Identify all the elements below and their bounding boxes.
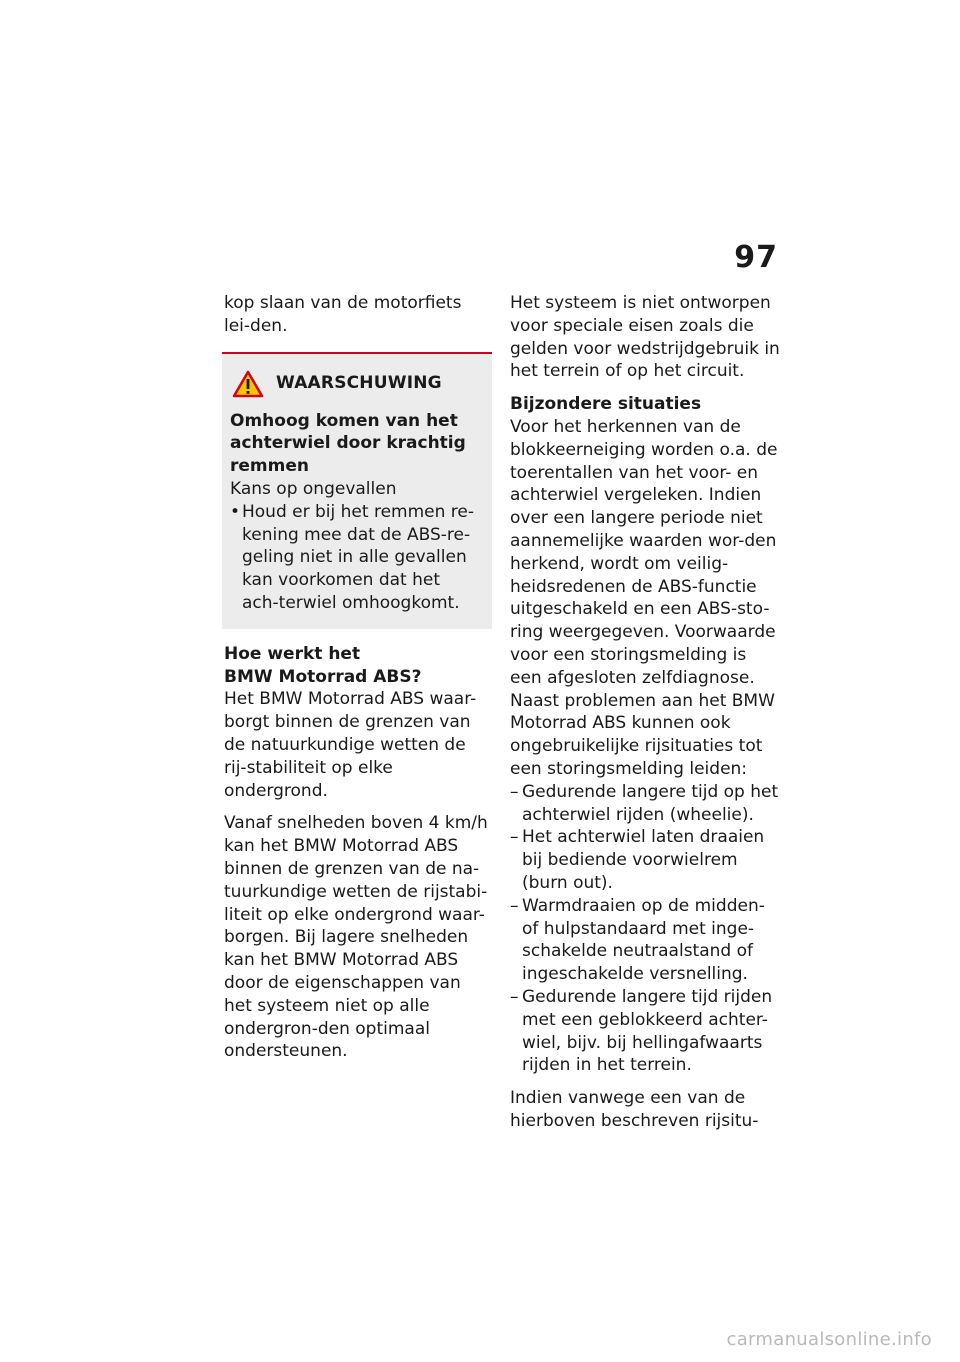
detection-paragraph: Voor het herkennen van de blokkeerneiging worden o.a. de toerentallen van het voor- en achterwiel vergeleken. Indien over een langere periode niet aannemelijke waarden wor-den herkend, wordt om veilig-heidsredenen de ABS-functie uitgeschakeld en een ABS-sto-ring weergegeven. Voorwaarde voor een storingsmelding is een afgesloten zelfdiagnose. [510, 416, 778, 688]
special-situations-heading: Bijzondere situaties [510, 394, 702, 415]
warning-consequence: Kans op ongevallen [230, 478, 397, 499]
watermark: carmanualsonline.info [726, 1329, 932, 1350]
intro-text: kop slaan van de motorfiets lei-den. [224, 293, 462, 336]
situation-item: – Warmdraaien op de midden- of hulpstandaard met inge-schakelde neutraalstand of ingeschakelde versnelling. [510, 895, 782, 986]
closing-paragraph: Indien vanwege een van de hierboven beschreven rijsitu- [510, 1088, 759, 1131]
problems-paragraph: Naast problemen aan het BMW Motorrad ABS kunnen ook ongebruikelijke rijsituaties tot een storingsmelding leiden: [510, 690, 775, 779]
warning-title: WAARSCHUWING [276, 373, 442, 394]
right-column [510, 292, 782, 1133]
warning-bullet-list [230, 501, 482, 615]
section-heading-line1: Hoe werkt het [224, 643, 361, 664]
left-column [224, 292, 492, 1063]
abs-paragraph-2: Vanaf snelheden boven 4 km/h kan het BMW Motorrad ABS binnen de grenzen van de na-tuurkundige wetten de rijstabi-liteit op elke ondergrond waar-borgen. Bij lagere snelheden kan het BMW Motorrad ABS door de eigenschappen van het systeem niet op alle ondergron-den optimaal ondersteunen. [224, 813, 488, 1062]
warning-heading: Omhoog komen van het achterwiel door krachtig remmen [230, 410, 466, 477]
abs-paragraph-1: Het BMW Motorrad ABS waar-borgt binnen de grenzen van de natuurkundige wetten de rij-stabiliteit op elke ondergrond. [224, 689, 477, 801]
warning-box [222, 352, 492, 629]
situation-item: – Het achterwiel laten draaien bij bediende voorwielrem (burn out). [510, 826, 782, 894]
warning-triangle-icon [232, 370, 264, 398]
warning-header [230, 370, 482, 398]
situations-list [510, 781, 782, 1077]
situation-item: – Gedurende langere tijd rijden met een geblokkeerd achter-wiel, bijv. bij hellingafwaarts rijden in het terrein. [510, 986, 782, 1077]
section-heading-line2: BMW Motorrad ABS? [224, 666, 422, 687]
warning-bullet: • Houd er bij het remmen re-kening mee dat de ABS-re-geling niet in alle gevallen kan voorkomen dat het ach-terwiel omhoogkomt. [230, 501, 482, 615]
page-number: 97 [734, 240, 778, 275]
system-paragraph: Het systeem is niet ontworpen voor speciale eisen zoals die gelden voor wedstrijdgebruik in het terrein of op het circuit. [510, 293, 780, 382]
situation-item: – Gedurende langere tijd op het achterwiel rijden (wheelie). [510, 781, 782, 827]
